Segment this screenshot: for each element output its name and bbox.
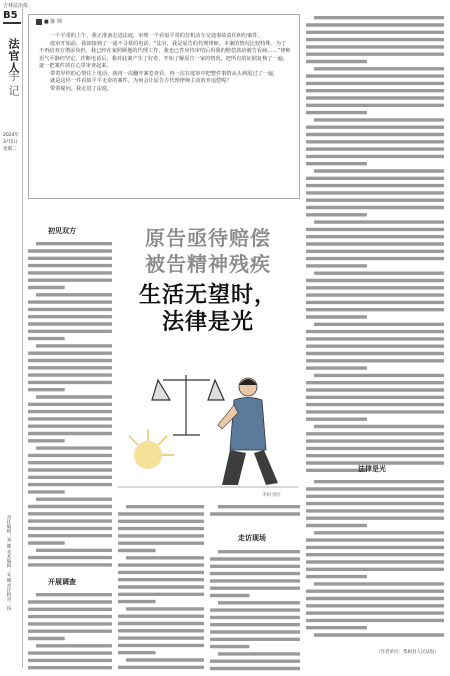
text-line [118,666,204,669]
text-line [306,206,444,209]
text-line [36,549,112,552]
text-line [118,593,204,596]
text-line [306,626,367,629]
text-line [306,337,444,340]
text-line [28,541,65,544]
text-line [314,67,444,70]
text-line [306,487,444,490]
text-line [306,250,444,253]
text-line [210,512,300,515]
section-heading-first-meeting: 初见双方 [48,227,76,235]
text-line [210,594,249,597]
section-heading-site-visit: 走访现场 [238,534,266,542]
right-column-text-lower [306,478,446,643]
text-line [306,279,444,282]
headline-grey: 原告亟待赔偿 被告精神残疾 [145,226,271,276]
text-line [314,323,444,326]
text-line [28,286,65,289]
text-line [306,155,444,158]
page-number: B5 [3,10,21,24]
text-line [118,520,204,523]
text-line [28,490,65,493]
text-line [306,590,444,593]
text-line [28,622,112,625]
text-line [28,519,112,522]
text-line [28,468,112,471]
text-line [36,344,112,347]
text-line [28,666,112,669]
illustration [118,355,298,500]
text-line [28,300,112,303]
text-line [306,228,444,231]
text-line [210,630,300,633]
headline-black: 生活无望时， 法律是光 [138,282,277,335]
text-line [210,557,300,560]
masthead: 吉林法治报 [3,3,29,9]
issue-date: 2024年 3月5日 星期二 [3,133,19,152]
text-line [118,578,204,581]
text-line [28,271,112,274]
right-column-text [306,14,446,474]
text-line [36,395,112,398]
illustration-credit: 李树 图片 [262,493,282,498]
text-line [218,505,300,508]
text-line [314,582,444,585]
text-line [306,546,444,549]
text-lines [306,478,446,643]
text-line [306,38,444,41]
text-lines [210,548,302,671]
text-line [28,534,112,537]
text-line [306,359,444,362]
text-line [306,235,444,238]
text-line [28,461,112,464]
text-lines [210,503,302,521]
text-line [210,667,300,670]
text-line [306,597,444,600]
text-line [314,16,444,19]
text-line [306,45,444,48]
text-line [36,593,112,596]
middle-column-text-b-top [210,503,302,521]
text-line [28,410,112,413]
text-line [28,527,112,530]
intro-paragraph: 一个平常的上午，我正准备走进法庭，审理一个看似平常的非机动车交通事故责任纠纷案件。 [50,33,263,39]
text-line [306,432,444,435]
text-line [314,480,444,483]
text-line [36,644,112,647]
text-line [210,645,249,648]
text-line [118,527,204,530]
text-line [28,483,112,486]
text-line [306,293,444,296]
text-line [118,549,156,552]
text-line [28,352,112,355]
text-line [210,623,300,626]
text-line [210,565,300,568]
text-line [210,572,300,575]
text-line [218,652,300,655]
text-line [36,293,112,296]
text-line [28,279,112,282]
text-line [306,381,444,384]
text-line [28,425,112,428]
intro-paragraph: 带着异样的心情往上电话，我再一次翻开案卷查看，再一次在庭审中把整件事情从头到尾过了一遍。 [50,70,279,77]
text-line [306,184,444,187]
text-line [306,199,444,202]
author-byline: ■ 陈 帅 [36,18,62,25]
text-line [218,550,300,553]
text-line [314,374,444,377]
text-line [28,403,112,406]
text-line [306,619,444,622]
text-line [306,454,444,457]
text-line [28,249,112,252]
text-line [306,126,444,129]
text-line [306,524,367,527]
text-line [210,638,300,641]
text-line [126,658,204,661]
intro-paragraph: 带着疑问，我走进了法庭。 [50,85,113,92]
intro-text [39,33,291,93]
text-line [306,82,444,85]
text-line [28,432,112,435]
text-line [314,272,444,275]
text-line [210,660,300,663]
text-line [28,373,112,376]
text-line [306,315,367,318]
text-line [118,636,204,639]
text-line [28,315,112,318]
text-line [306,308,444,311]
text-line [314,633,444,636]
text-line [210,608,300,611]
text-line [306,604,444,607]
text-line [306,538,444,541]
text-line [306,133,444,136]
text-line [306,264,367,267]
text-line [306,213,367,216]
middle-column-text-a [118,503,206,671]
column-name-sub: 手记 [7,70,20,100]
text-line [306,517,444,520]
text-line [306,553,444,556]
text-line [210,587,300,590]
text-line [28,600,112,603]
text-lines [306,14,446,474]
text-line [28,264,112,267]
left-column-text-lower [28,591,114,671]
text-line [306,89,444,92]
text-line [28,366,112,369]
text-line [210,616,300,619]
text-line [118,563,204,566]
text-line [118,629,204,632]
text-line [118,542,204,545]
text-line [306,96,444,99]
text-line [306,439,444,442]
text-line [28,322,112,325]
text-line [118,615,204,618]
left-column-text [28,240,114,568]
text-line [36,446,112,449]
text-line [126,607,204,610]
middle-column-text-b [210,548,302,671]
text-line [126,505,204,508]
text-line [36,242,112,245]
text-line [28,608,112,611]
text-line [28,556,112,559]
text-line [306,366,367,369]
text-line [306,257,444,260]
text-line [210,579,300,582]
text-line [306,191,444,194]
text-line [28,359,112,362]
text-line [118,622,204,625]
text-line [306,495,444,498]
text-line [28,637,65,640]
text-line [28,615,112,618]
text-line [28,330,112,333]
text-line [306,611,444,614]
text-line [118,644,204,647]
text-line [28,417,112,420]
text-line [306,31,444,34]
text-line [28,659,112,662]
text-line [126,556,204,559]
text-line [28,512,112,515]
text-line [314,220,444,223]
text-line [306,111,367,114]
text-lines [28,240,114,568]
text-line [306,502,444,505]
text-line [118,600,156,603]
text-line [118,571,204,574]
text-lines [28,591,114,671]
text-line [306,560,444,563]
text-line [306,104,444,107]
text-line [28,439,65,442]
text-line [28,476,112,479]
section-heading-investigation: 开展调查 [48,578,76,586]
text-line [306,388,444,391]
intro-box [28,14,300,199]
text-line [306,301,444,304]
section-heading-law: 法律是光 [358,465,386,473]
editor-credits: 责任编辑：刘 健 美术编辑：安 娜 责任校对：钱 [6,515,11,611]
text-line [306,60,367,63]
intro-paragraph: 就是这样一件看似平平无奇的案件，为何会让原告方代理律师主动放弃追偿呢？ [50,78,232,84]
text-line [118,534,204,537]
text-line [306,140,444,143]
text-line [28,505,112,508]
text-line [28,337,65,340]
text-line [306,147,444,150]
text-line [314,118,444,121]
text-line [28,454,112,457]
text-line [306,242,444,245]
text-line [306,403,444,406]
text-line [28,308,112,311]
text-line [28,563,112,566]
strip-divider [22,8,23,668]
text-line [314,169,444,172]
text-line [306,352,444,355]
text-line [28,630,112,633]
column-name: 法官人 [7,38,20,74]
intro-paragraph: 庭审开始前，我却接到了一通不寻常的电话。“法官，我是原告的代理律师，本案的情况比较特殊。为了不再给双方增添负担，我已经在家照顾他的代理工作，我也已答应待审结后用我的赔偿款给被告看病……”律师语气平静但坚定。挂断电话后，我对此案产生了好奇，开始了解原告一家的情况，把所有的证据复核了一遍，逐一把案件放在心里审查起来。 [39,40,291,69]
text-line [118,585,204,588]
text-line [306,396,444,399]
text-line [306,74,444,77]
text-line [218,601,300,604]
text-line [306,286,444,289]
text-line [28,381,112,384]
text-line [306,410,444,413]
text-line [306,418,367,421]
author-affiliation: （作者单位：梨树县人民法院） [376,650,439,655]
text-line [118,512,204,515]
text-line [314,531,444,534]
text-line [118,651,156,654]
text-line [306,447,444,450]
text-line [306,330,444,333]
text-line [306,177,444,180]
text-line [28,257,112,260]
left-strip [0,0,24,676]
text-line [306,345,444,348]
text-line [306,568,444,571]
text-line [314,425,444,428]
text-line [306,162,367,165]
text-line [306,53,444,56]
text-lines [118,503,206,671]
text-line [28,651,112,654]
text-line [306,23,444,26]
text-line [28,388,65,391]
text-line [306,509,444,512]
text-line [36,498,112,501]
text-line [306,575,367,578]
